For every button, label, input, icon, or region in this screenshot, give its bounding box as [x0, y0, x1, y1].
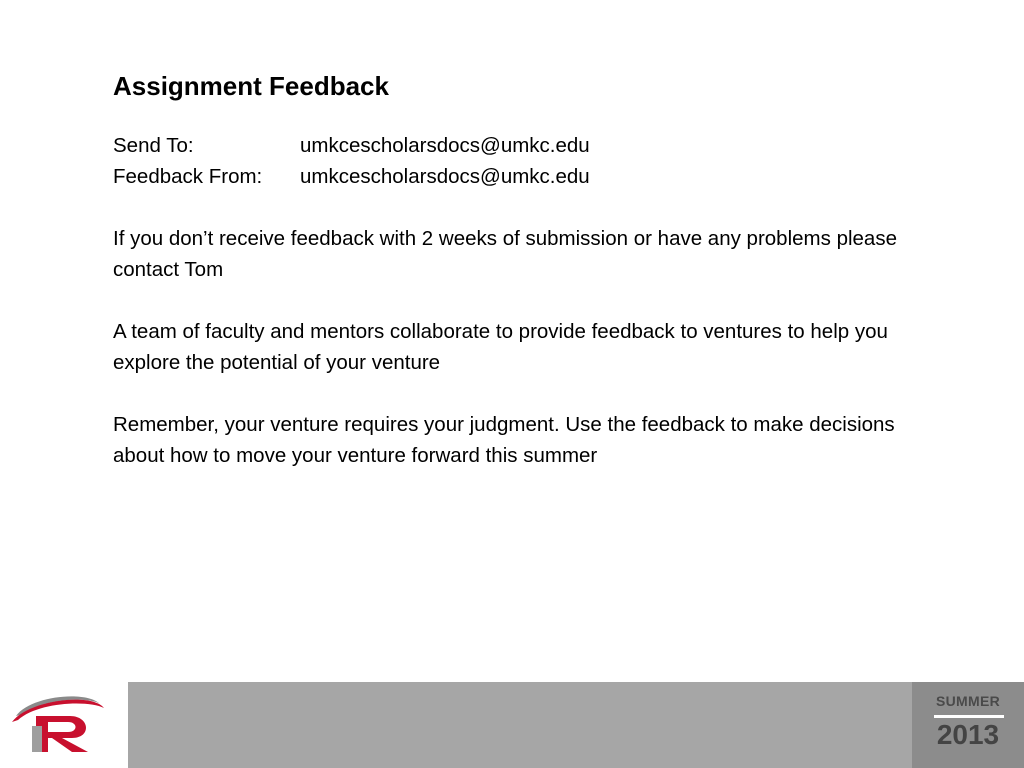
slide-footer — [0, 682, 1024, 768]
summer-badge — [912, 682, 1024, 768]
r-logo-icon — [8, 686, 108, 758]
badge-divider — [934, 715, 1004, 718]
send-to-row — [113, 130, 913, 161]
season-label: SUMMER — [935, 693, 1001, 709]
year-label: 2013 — [936, 719, 1000, 750]
logo-area — [0, 682, 128, 768]
paragraph-judgment: Remember, your venture requires your judgment. Use the feedback to make decisions about how to move your venture forward this summer — [113, 413, 895, 467]
feedback-from-row — [113, 161, 913, 192]
send-to-label: Send To: — [113, 134, 194, 157]
slide-title: Assignment Feedback — [113, 71, 389, 101]
slide-content — [113, 68, 913, 471]
send-to-email: umkcescholarsdocs@umkc.edu — [300, 134, 590, 157]
feedback-from-email: umkcescholarsdocs@umkc.edu — [300, 165, 590, 188]
footer-band — [128, 682, 912, 768]
paragraph-contact: If you don’t receive feedback with 2 weeks of submission or have any problems please contact Tom — [113, 227, 897, 281]
paragraph-team: A team of faculty and mentors collaborate to provide feedback to ventures to help you explore the potential of your venture — [113, 320, 888, 374]
feedback-from-label: Feedback From: — [113, 165, 263, 188]
